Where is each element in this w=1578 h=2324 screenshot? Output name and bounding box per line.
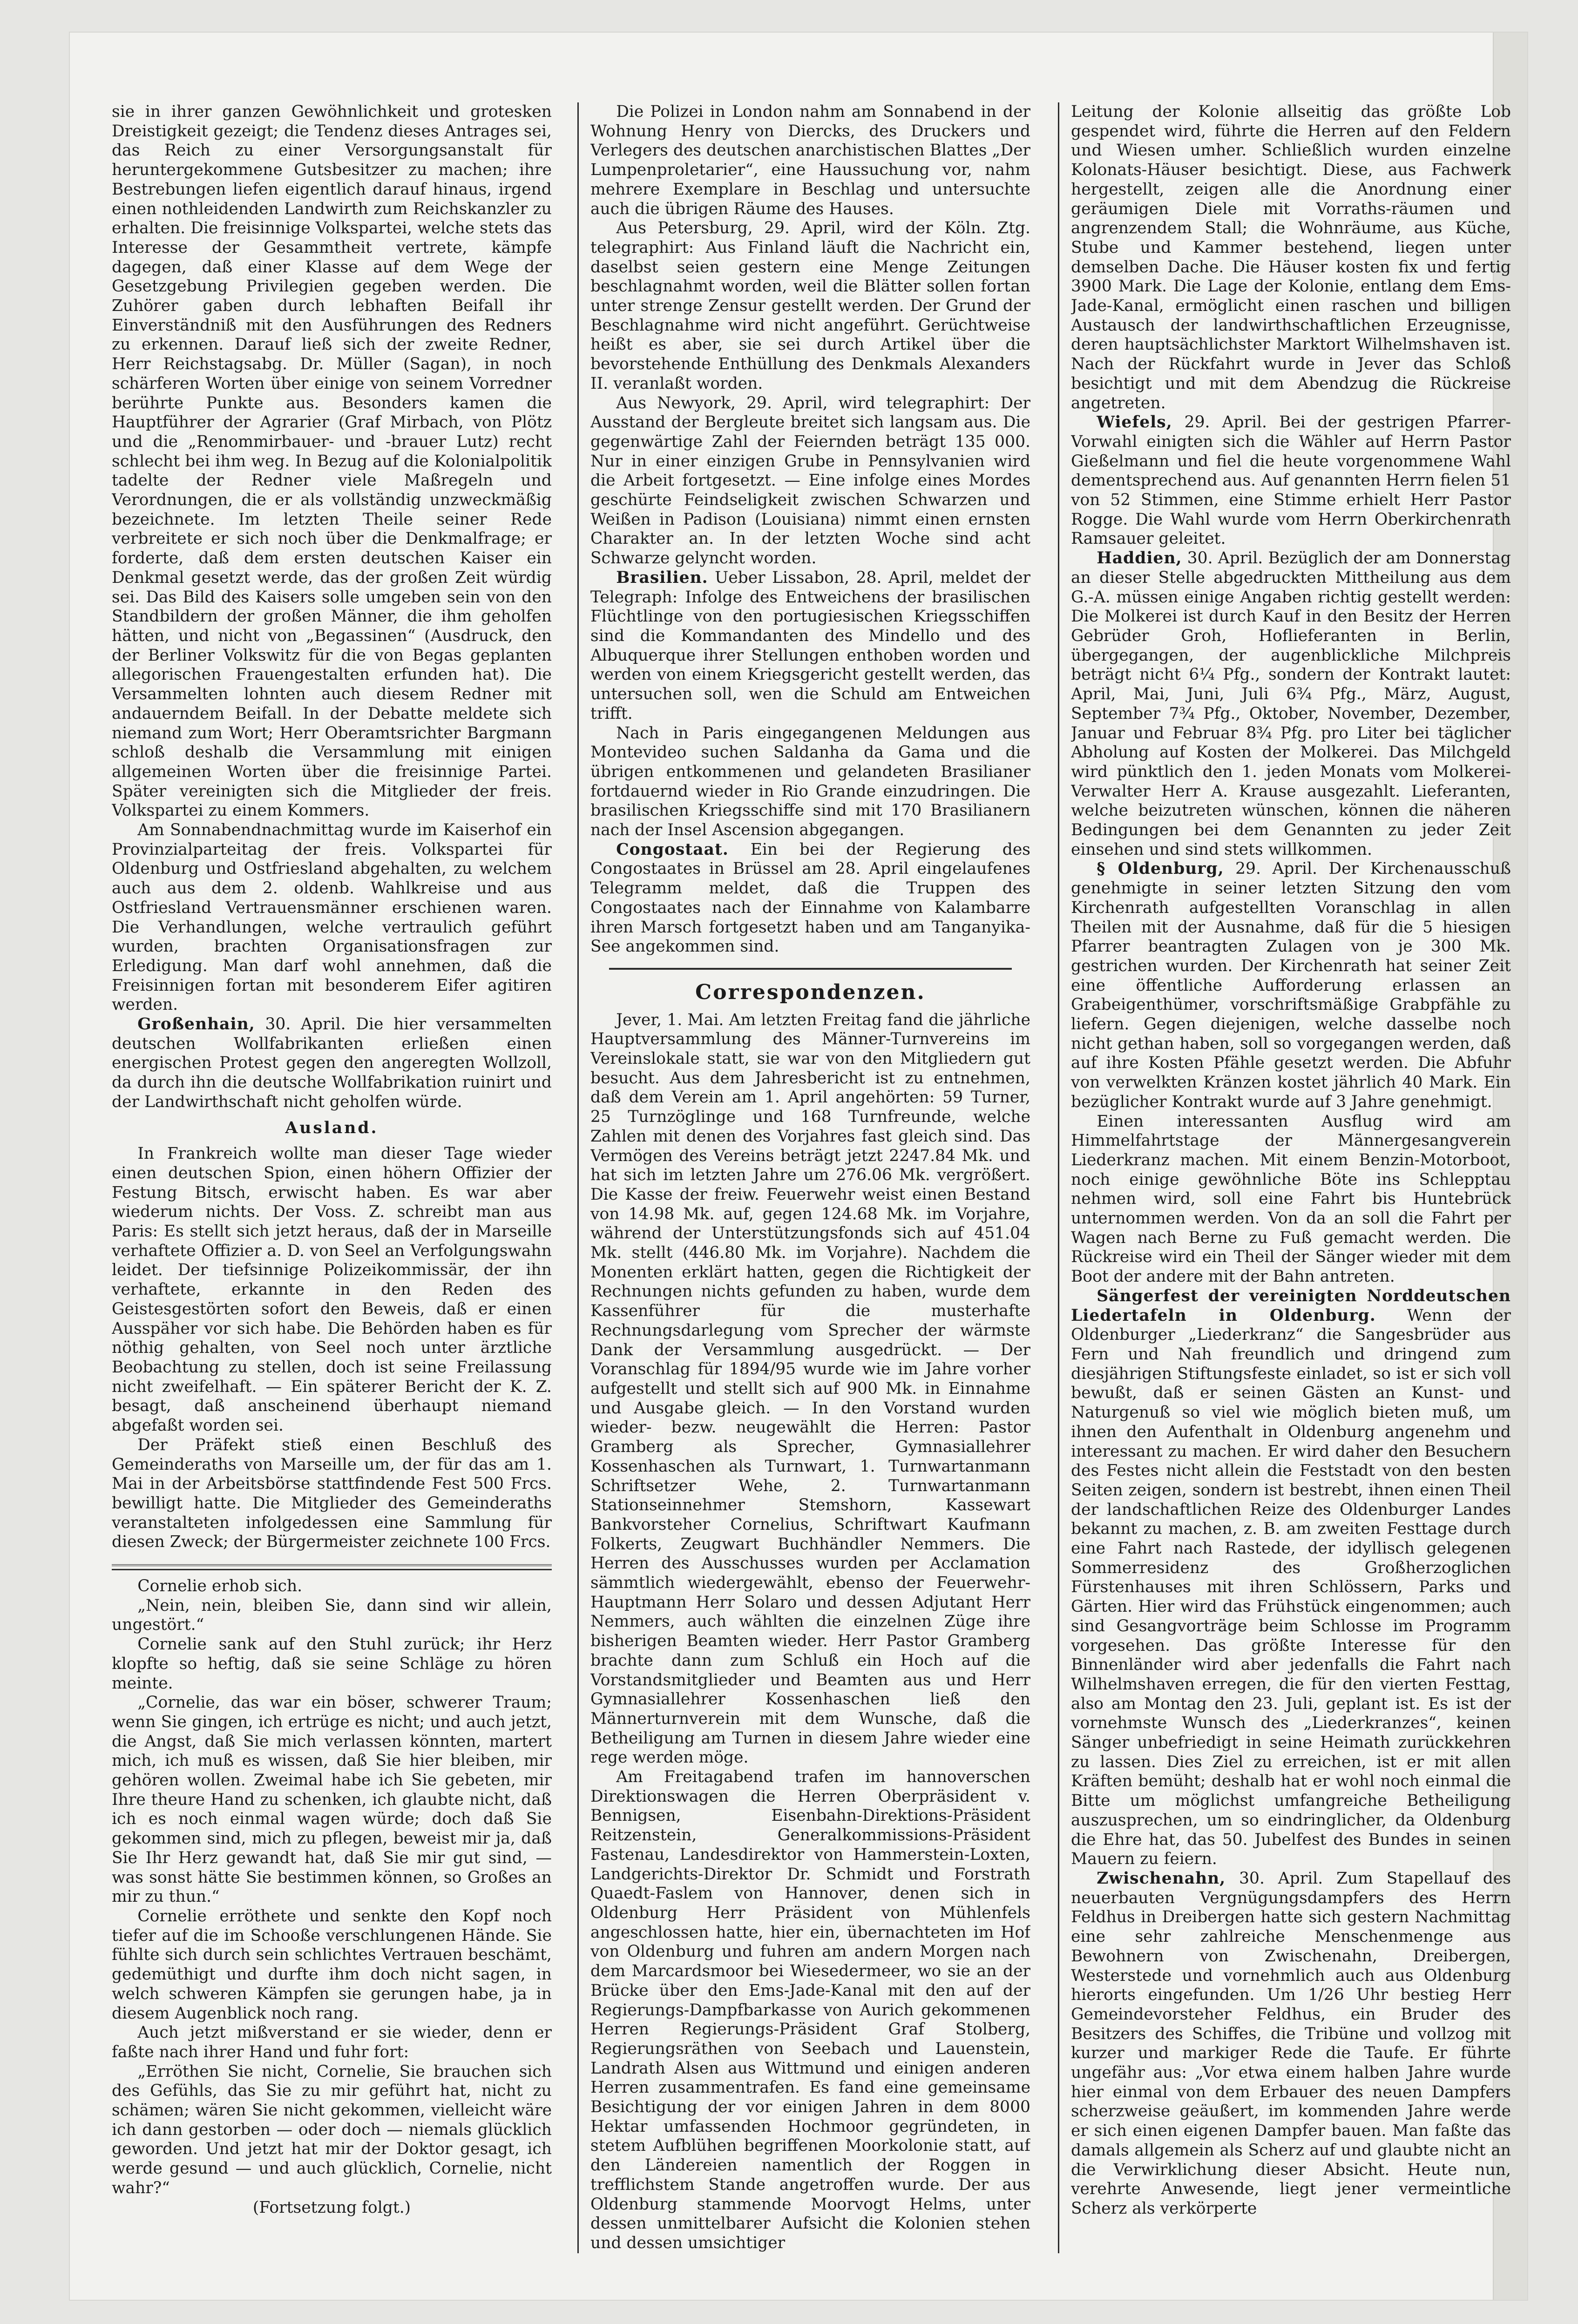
article-text: 30. April. Bezüglich der am Donnerstag an dieser Stelle abgedruckten Mittheilung aus dem G.-A. müssen einige Angaben richtig gestellt werden: Die Molkerei ist durch Kauf in den Besitz der Herren Gebrüder Groh, Hoflieferanten in Berlin, übergegangen, der augenblickliche Milchpreis beträgt nicht 6¼ Pfg., sondern der Kontrakt lautet: April, Mai, Juni, Juli 6¾ Pfg., März, August, September 7¾ Pfg., Oktober, November, Dezember, Januar und Februar 8¾ Pfg. pro Liter bei täglicher Abholung auf Kosten der Molkerei. Das Milchgeld wird pünktlich den 1. jeden Monats vom Molkerei-Verwalter Herr A. Krause ausgezahlt. Lieferanten, welche beizutreten wünschen, können die näheren Bedingungen bei dem Genannten zu jeder Zeit einsehen und sind stets willkommen. xyxy=(1071,549,1511,859)
dateline: Sängerfest der vereinigten Norddeutschen Liedertafeln in Oldenburg. xyxy=(1071,1286,1511,1325)
column-3 xyxy=(1071,102,1511,2253)
continuation-note: (Fortsetzung folgt.) xyxy=(252,2198,411,2217)
article-paragraph: Am Freitagabend trafen im hannoverschen Direktionswagen die Herren Oberpräsident v. Bennigsen, Eisenbahn-Direktions-Präsident Reitzenstein, Generalkommissions-Präsident Fastenau, Landesdirektor von Hammerstein-Loxten, Landgerichts-Direktor Dr. Schmidt und Forstrath Quaedt-Faslem von Hannover, denen sich in Oldenburg Herr Präsident von Mühlenfels angeschlossen hatte, hier ein, übernachteten im Hof von Oldenburg und fuhren am andern Morgen nach dem Marcardsmoor bei Wiesedermeer, wo sie an der Brücke über den Ems-Jade-Kanal mit den auf der Regierungs-Dampfbarkasse von Aurich gekommenen Herren Regierungs-Präsident Graf Stolberg, Regierungsräthen von Seebach und Lauenstein, Landrath Alsen aus Wittmund und einigen anderen Herren zusammentrafen. Es fand eine gemeinsame Besichtigung der vor einigen Jahren in dem 8000 Hektar umfassenden Hochmoor gegründeten, in stetem Aufblühen begriffenen Moorkolonie statt, auf den Ländereien namentlich der Roggen in trefflichstem Stande angetroffen wurde. Der aus Oldenburg stammende Moorvogt Helms, unter dessen unmittelbarer Aufsicht die Kolonien stehen und dessen umsichtiger xyxy=(590,1768,1030,2252)
section-heading: Correspondenzen. xyxy=(695,980,926,1004)
feuilleton-paragraph: Cornelie sank auf den Stuhl zurück; ihr Herz klopfte so heftig, daß sie seine Schläge zu hören meinte. xyxy=(112,1635,552,1693)
article-paragraph xyxy=(1071,1869,1511,2219)
article-text: Ein bei der Regierung des Congostaates in Brüssel am 28. April eingelaufenes Telegramm meldet, daß die Truppen des Congostaates nach der Einnahme von Kalambarre ihren Marsch fortgesetzt haben und am Tanganyika-See angekommen sind. xyxy=(590,840,1030,956)
article-paragraph xyxy=(1071,549,1511,859)
newspaper-page xyxy=(70,33,1527,2300)
article-paragraph: Jever, 1. Mai. Am letzten Freitag fand die jährliche Hauptversammlung des Männer-Turnvereins im Vereinslokale statt, sie war von den Mitgliedern gut besucht. Aus dem Jahresbericht ist zu entnehmen, daß dem Verein am 1. April angehörten: 59 Turner, 25 Turnzöglinge und 168 Turnfreunde, welche Zahlen mit denen des Vorjahres fast gleich sind. Das Vermögen des Vereins beträgt jetzt 2247.84 Mk. und hat sich im letzten Jahre um 276.06 Mk. vergrößert. Die Kasse der freiw. Feuerwehr weist einen Bestand von 14.98 Mk. auf, gegen 124.68 Mk. im Vorjahre, während der Unterstützungsfonds sich auf 451.04 Mk. stellt (446.80 Mk. im Vorjahre). Nachdem die Monenten erklärt hatten, gegen die Richtigkeit der Rechnungen nichts gefunden zu haben, wurde dem Kassenführer für die musterhafte Rechnungsdarlegung vom Sprecher der wärmste Dank der Versammlung ausgedrückt. — Der Voranschlag für 1894/95 wurde wie im Jahre vorher aufgestellt und stellt sich auf 900 Mk. in Einnahme und Ausgabe gleich. — In den Vorstand wurden wieder- bezw. neugewählt die Herren: Pastor Gramberg als Sprecher, Gymnasiallehrer Kossenhaschen als Turnwart, 1. Turnwartanmann Schriftsetzer Wehe, 2. Turnwartanmann Stationseinnehmer Stemshorn, Kassewart Bankvorsteher Cornelius, Schriftwart Kaufmann Folkerts, Zeugwart Buchhändler Nemmers. Die Herren des Ausschusses wurden per Acclamation sämmtlich wiedergewählt, ebenso der Feuerwehr-Hauptmann Herr Solaro und dessen Adjutant Herr Nemmers, auch wählten die einzelnen Züge ihre bisherigen Beamten wieder. Herr Pastor Gramberg brachte dann zum Schluß ein Hoch auf die Vorstandsmitglieder und Beamten aus und Herr Gymnasiallehrer Kossenhaschen ließ den Männerturnverein mit dem Wunsche, daß die Betheiligung am Turnen in diesem Jahre wieder eine rege werden möge. xyxy=(590,1010,1030,1767)
column-1 xyxy=(112,102,552,2253)
article-text: 30. April. Zum Stapellauf des neuerbauten Vergnügungsdampfers des Herrn Feldhus in Dreibergen hatte sich gestern Nachmittag eine sehr zahlreiche Menschenmenge aus Bewohnern von Zwischenahn, Dreibergen, Westerstede und vornehmlich auch aus Oldenburg hierorts eingefunden. Um 1/26 Uhr bestieg Herr Gemeindevorsteher Feldhus, ein Bruder des Besitzers des Schiffes, die Tribüne und vollzog mit kurzer und markiger Rede die Taufe. Er führte ungefähr aus: „Vor etwa einem halben Jahre wurde hier einmal von dem Erbauer des neuen Dampfers scherzweise geäußert, im kommenden Jahre werde er sich einen eigenen Dampfer bauen. Man faßte das damals allgemein als Scherz auf und glaubte nicht an die Verwirklichung dieser Absicht. Heute nun, verehrte Anwesende, liegt jener vermeintliche Scherz als verkörperte xyxy=(1071,1869,1511,2218)
article-paragraph: In Frankreich wollte man dieser Tage wieder einen deutschen Spion, einen höhern Offizier der Festung Bitsch, erwischt haben. Es war aber wiederum nichts. Der Voss. Z. schreibt man aus Paris: Es stellt sich jetzt heraus, daß der in Marseille verhaftete Offizier a. D. von Seel an Verfolgungswahn leidet. Der tiefsinnige Polizeikommissär, der ihn verhaftete, erkannte in den Reden des Geistesgestörten sofort den Beweis, daß er einen Ausspäher vor sich habe. Die Behörden haben es für nöthig gehalten, von Seel noch unter ärztliche Beobachtung zu stellen, doch ist seine Freilassung nicht zweifelhaft. — Ein späterer Bericht der K. Z. besagt, daß anscheinend überhaupt niemand abgefaßt worden sei. xyxy=(112,1144,552,1435)
dateline: Haddien, xyxy=(1097,549,1182,568)
article-text: Ueber Lissabon, 28. April, meldet der Telegraph: Infolge des Entweichens der brasilischen Flüchtlinge von den portugiesischen Kriegsschiffen sind die Kommandanten des Mindello und des Albuquerque ihrer Stellungen enthoben worden und werden von einem Kriegsgericht gestellt werden, das untersuchen soll, wen die Schuld am Entweichen trifft. xyxy=(590,568,1030,723)
article-paragraph xyxy=(1071,1287,1511,1869)
feuilleton-paragraph: Cornelie erröthete und senkte den Kopf noch tiefer auf die im Schooße verschlungenen Hände. Sie fühlte sich durch sein schlichtes Vertrauen beschämt, gedemüthigt und durfte ihm doch nicht sagen, in welch schweren Kämpfen sie gerungen habe, ja in diesem Augenblick noch rang. xyxy=(112,1906,552,2023)
column-rule xyxy=(1058,102,1059,2253)
dateline: Großenhain, xyxy=(137,1015,255,1034)
article-paragraph xyxy=(1071,859,1511,1112)
dateline: § Oldenburg, xyxy=(1097,859,1224,878)
article-paragraph: sie in ihrer ganzen Gewöhnlichkeit und grotesken Dreistigkeit gezeigt; die Tendenz dieses Antrages sei, das Reich zu einer Versorgungsanstalt für heruntergekommene Gutsbesitzer zu machen; ihre Bestrebungen liefen eigentlich darauf hinaus, irgend einen nothleidenden Landwirth zum Reichskanzler zu erhalten. Die freisinnige Volkspartei, welche stets das Interesse der Gesammtheit vertrete, kämpfe dagegen, daß einer Klasse auf dem Wege der Gesetzgebung Privilegien gegeben werden. Die Zuhörer gaben durch lebhaften Beifall ihr Einverständniß mit den Ausführungen des Redners zu erkennen. Darauf ließ sich der zweite Redner, Herr Reichstagsabg. Dr. Müller (Sagan), in noch schärferen Worten über einige von seinem Vorredner berührte Punkte aus. Besonders kamen die Hauptführer der Agrarier (Graf Mirbach, von Plötz und die „Renommirbauer- und -brauer Lutz) recht schlecht bei ihm weg. In Bezug auf die Kolonialpolitik tadelte der Redner viele Maßregeln und Verordnungen, die er als vollständig unzweckmäßig bezeichnete. Im letzten Theile seiner Rede verbreitete er sich noch über die Denkmalfrage; er forderte, daß dem ersten deutschen Kaiser ein Denkmal gesetzt werde, das der großen Zeit würdig sei. Das Bild des Kaisers solle umgeben sein von den Standbildern der großen Männer, die ihm geholfen hätten, und nicht von „Begassinen“ (Ausdruck, den der Berliner Volkswitz für die von Begas geplanten allegorischen Frauengestalten erfunden hat). Die Versammelten lohnten auch diesem Redner mit andauerndem Beifall. In der Debatte meldete sich niemand zum Wort; Herr Oberamtsrichter Bargmann schloß deshalb die Versammlung mit einigen allgemeinen Worten über die freisinnige Partei. Später vereinigten sich die Mitglieder der freis. Volkspartei zu einem Kommers. xyxy=(112,102,552,820)
article-paragraph: Leitung der Kolonie allseitig das größte Lob gespendet wird, führte die Herren auf den Feldern und Wiesen umher. Schließlich wurden einzelne Kolonats-Häuser besichtigt. Diese, aus Fachwerk hergestellt, zeigen alle die Anordnung einer geräumigen Diele mit Vorraths-räumen und angrenzendem Stall; die Wohnräume, aus Küche, Stube und Kammer bestehend, liegen unter demselben Dache. Die Häuser kosten fix und fertig 3900 Mark. Die Lage der Kolonie, entlang dem Ems-Jade-Kanal, ermöglicht einen raschen und billigen Austausch der landwirthschaftlichen Erzeugnisse, deren hauptsächlichster Marktort Wilhelmshaven ist. Nach der Rückfahrt wurde in Jever das Schloß besichtigt und mit dem Abendzug die Rückreise angetreten. xyxy=(1071,102,1511,412)
article-paragraph xyxy=(1071,413,1511,549)
feuilleton-paragraph: „Erröthen Sie nicht, Cornelie, Sie brauchen sich des Gefühls, das Sie zu mir geführt hat, nicht zu schämen; wären Sie nicht gekommen, vielleicht wäre ich dann gestorben — oder doch — niemals glücklich geworden. Und jetzt hat mir der Doktor gesagt, ich werde gesund — und auch glücklich, Cornelie, nicht wahr?“ xyxy=(112,2062,552,2197)
dateline: Zwischenahn, xyxy=(1097,1869,1226,1888)
article-text: 30. April. Die hier versammelten deutschen Wollfabrikanten erließen einen energischen Protest gegen den angeregten Wollzoll, da durch ihn die deutsche Wollfabrikation ruinirt und der Landwirthschaft nicht geholfen würde. xyxy=(112,1015,552,1111)
feuilleton-paragraph: „Cornelie, das war ein böser, schwerer Traum; wenn Sie gingen, ich ertrüge es nicht; und auch jetzt, die Angst, daß Sie mich verlassen könnten, martert mich, ich muß es wissen, daß Sie hier bleiben, mir gehören wollen. Zweimal habe ich Sie gebeten, mir Ihre theure Hand zu schenken, ich glaubte nicht, daß ich es noch einmal wagen würde; doch daß Sie gekommen sind, mich zu pflegen, beweist mir ja, daß Sie Ihr Herz gewandt hat, daß Sie mir gut sind, — was sonst hätte Sie bestimmen können, so Großes an mir zu thun.“ xyxy=(112,1693,552,1906)
article-paragraph: Einen interessanten Ausflug wird am Himmelfahrtstage der Männergesangverein Liederkranz machen. Mit einem Benzin-Motorboot, noch einige gewöhnliche Böte ins Schlepptau nehmen wird, soll eine Fahrt bis Huntebrück unternommen werden. Von da an soll die Fahrt per Wagen nach Berne zu Fuß gemacht werden. Die Rückreise wird ein Theil der Sänger wieder mit dem Boot der andere mit der Bahn antreten. xyxy=(1071,1112,1511,1286)
article-paragraph xyxy=(112,1015,552,1112)
section-heading: Ausland. xyxy=(285,1118,379,1137)
article-paragraph: Nach in Paris eingegangenen Meldungen aus Montevideo suchen Saldanha da Gama und die übrigen entkommenen und gelandeten Brasilianer fortdauernd wieder in Rio Grande einzudringen. Die brasilischen Kriegsschiffe sind mit 170 Brasilianern nach der Insel Ascension abgegangen. xyxy=(590,723,1030,840)
feuilleton-paragraph: „Nein, nein, bleiben Sie, dann sind wir allein, ungestört.“ xyxy=(112,1596,552,1635)
feuilleton-paragraph: Auch jetzt mißverstand er sie wieder, denn er faßte nach ihrer Hand und fuhr fort: xyxy=(112,2023,552,2061)
feuilleton-divider xyxy=(112,1564,552,1570)
article-paragraph: Aus Newyork, 29. April, wird telegraphirt: Der Ausstand der Bergleute breitet sich langsam aus. Die gegenwärtige Zahl der Feiernden beträgt 135 000. Nur in einer einzigen Grube in Pennsylvanien wird die Arbeit fortgesetzt. — Eine infolge eines Mordes geschürte Feindseligkeit zwischen Schwarzen und Weißen in Padison (Louisiana) nimmt einen ernsten Charakter an. In der letzten Woche sind acht Schwarze gelyncht worden. xyxy=(590,393,1030,568)
article-text: Wenn der Oldenburger „Liederkranz“ die Sangesbrüder aus Fern und Nah freundlich und dringend zum diesjährigen Stiftungsfeste einladet, so ist er sich voll bewußt, daß er seinen Gästen an Kunst- und Naturgenuß so viel wie möglich bieten muß, um ihnen den Aufenthalt in Oldenburg angenehm und interessant zu machen. Er wird daher den Besuchern des Festes nicht allein die Feststadt von den besten Seiten zeigen, sondern ist bestrebt, ihnen einen Theil der landschaftlichen Reize des Oldenburger Landes bekannt zu machen, z. B. am zweiten Festtage durch eine Fahrt nach Rastede, der idyllisch gelegenen Sommerresidenz des Großherzoglichen Fürstenhauses mit ihren Schlössern, Parks und Gärten. Hier wird das Frühstück eingenommen; auch sind Gesangvorträge beim Schlosse im Programm vorgesehen. Das größte Interesse für den Binnenländer wird aber jedenfalls die Fahrt nach Wilhelmshaven erregen, die für den vierten Festtag, also am Montag den 23. Juli, geplant ist. Es ist der vornehmste Wunsch des „Liederkranzes“, keinen Sänger unbefriedigt in seine Heimath zurückkehren zu lassen. Dies Ziel zu erreichen, ist er mit allen Kräften bemüht; deshalb hat er wohl noch einmal die Bitte um möglichst umfangreiche Betheiligung auszusprechen, um so eindringlicher, da Oldenburg die Ehre hat, das 50. Jubelfest des Bundes in seinen Mauern zu feiern. xyxy=(1071,1306,1511,1869)
article-paragraph xyxy=(590,568,1030,724)
article-paragraph xyxy=(590,840,1030,957)
dateline: Wiefels, xyxy=(1097,413,1172,432)
article-text: 29. April. Bei der gestrigen Pfarrer-Vorwahl einigten sich die Wähler auf Herrn Pastor Gießelmann und fiel die heute vorgenommene Wahl dementsprechend aus. Auf genannten Herrn fielen 51 von 52 Stimmen, eine Stimme erhielt Herr Pastor Rogge. Die Wahl wurde vom Herrn Oberkirchenrath Ramsauer geleitet. xyxy=(1071,413,1511,548)
article-paragraph: Die Polizei in London nahm am Sonnabend in der Wohnung Henry von Diercks, des Druckers und Verlegers des deutschen anarchistischen Blattes „Der Lumpenproletarier“, eine Haussuchung vor, nahm mehrere Exemplare in Beschlag und untersuchte auch die übrigen Räume des Hauses. xyxy=(590,102,1030,218)
column-rule xyxy=(577,102,579,2253)
dateline: Congostaat. xyxy=(616,840,729,859)
article-text: 29. April. Der Kirchenausschuß genehmigte in seiner letzten Sitzung den vom Kirchenrath aufgestellten Voranschlag in allen Theilen mit der Ausnahme, daß für die 5 hiesigen Pfarrer beantragten Zulagen von je 300 Mk. gestrichen wurden. Der Kirchenrath hat seiner Zeit eine öffentliche Aufforderung erlassen an Grabeigenthümer, vorschriftsmäßige Grabpfähle zu liefern. Gegen diejenigen, welche dasselbe noch nicht gethan haben, soll so vorgegangen werden, daß auf ihre Kosten Pfähle gesetzt werden. Die Abfuhr von verwelkten Kränzen kostet jährlich 40 Mark. Ein bezüglicher Kontrakt wurde auf 3 Jahre genehmigt. xyxy=(1071,859,1511,1111)
article-paragraph: Am Sonnabendnachmittag wurde im Kaiserhof ein Provinzialparteitag der freis. Volkspartei für Oldenburg und Ostfriesland abgehalten, zu welchem auch aus dem 2. oldenb. Wahlkreise und aus Ostfriesland Vertrauensmänner erschienen waren. Die Verhandlungen, welche vertraulich geführt wurden, brachten Organisationsfragen zur Erledigung. Man darf wohl annehmen, daß die Freisinnigen fortan mit besonderem Eifer agitiren werden. xyxy=(112,821,552,1014)
dateline: Brasilien. xyxy=(616,568,708,587)
section-divider xyxy=(609,968,1012,970)
article-paragraph: Der Präfekt stieß einen Beschluß des Gemeinderaths von Marseille um, der für das am 1. Mai in der Arbeitsbörse stattfindende Fest 500 Frcs. bewilligt hatte. Die Mitglieder des Gemeinderaths veranstalteten infolgedessen eine Sammlung für diesen Zweck; der Bürgermeister zeichnete 100 Frcs. xyxy=(112,1435,552,1552)
column-2 xyxy=(590,102,1030,2253)
feuilleton-paragraph: Cornelie erhob sich. xyxy=(137,1577,303,1596)
article-paragraph: Aus Petersburg, 29. April, wird der Köln. Ztg. telegraphirt: Aus Finland läuft die Nachricht ein, daselbst seien gestern eine Menge Zeitungen beschlagnahmt worden, weil die Blätter sollen fortan unter strenge Zensur gestellt werden. Der Grund der Beschlagnahme wird nicht angeführt. Gerüchtweise heißt es aber, sie sei durch Artikel über die bevorstehende Enthüllung des Denkmals Alexanders II. veranlaßt worden. xyxy=(590,219,1030,393)
